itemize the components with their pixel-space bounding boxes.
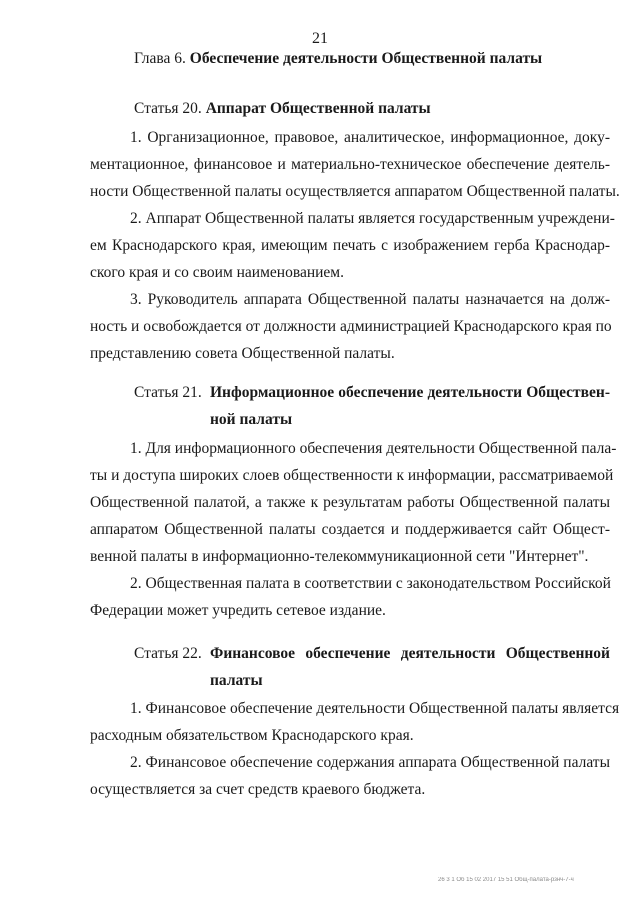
paragraph-line: 2. Финансовое обеспечение содержания аппарата Общественной палаты (130, 754, 610, 771)
paragraph-line: ность и освобождается от должности администрацией Краснодарского края по (90, 318, 612, 335)
article-22-title-line-1: Финансовое обеспечение деятельности Общественной (210, 645, 610, 662)
article-20-title: Аппарат Общественной палаты (205, 100, 431, 117)
page-number: 21 (312, 30, 328, 47)
paragraph-line: Федерации может учредить сетевое издание. (90, 602, 386, 619)
paragraph-line: 1. Организационное, правовое, аналитическое, информационное, доку- (130, 129, 610, 146)
paragraph-line: венной палаты в информационно-телекоммуникационной сети "Интернет". (90, 548, 589, 565)
article-21-title-line-1: Информационное обеспечение деятельности Обществен- (210, 384, 610, 401)
paragraph-line: 2. Аппарат Общественной палаты является государственным учреждени- (130, 210, 615, 227)
paragraph-line: 3. Руководитель аппарата Общественной палаты назначается на долж- (130, 291, 610, 308)
paragraph-line: аппаратом Общественной палаты создается и поддерживается сайт Общест- (90, 521, 610, 538)
article-22-label: Статья 22. (134, 645, 202, 662)
paragraph-line: 1. Финансовое обеспечение деятельности Общественной палаты является (130, 700, 620, 717)
article-22-title-line-2: палаты (210, 672, 263, 689)
paragraph-line: ем Краснодарского края, имеющим печать с изображением герба Краснодар- (90, 237, 610, 254)
chapter-label: Глава 6. (134, 50, 186, 67)
paragraph-line: ментационное, финансовое и материально-техническое обеспечение деятель- (90, 156, 610, 173)
article-20-heading (134, 100, 431, 118)
article-20-label: Статья 20. (134, 100, 202, 117)
paragraph-line: ности Общественной палаты осуществляется аппаратом Общественной палаты. (90, 183, 620, 200)
chapter-title: Обеспечение деятельности Общественной палаты (189, 50, 543, 67)
document-footer-stamp: 26 3 1 Об 15 02 2017 15 51 Общ-палата-рзнч-7-ч (438, 877, 574, 883)
paragraph-line: Общественной палатой, а также к результатам работы Общественной палаты (90, 494, 610, 511)
article-21-label: Статья 21. (134, 384, 202, 401)
paragraph-line: ского края и со своим наименованием. (90, 264, 344, 281)
paragraph-line: представлению совета Общественной палаты. (90, 345, 395, 362)
paragraph-line: 1. Для информационного обеспечения деятельности Общественной пала- (130, 440, 617, 457)
paragraph-line: 2. Общественная палата в соответствии с законодательством Российской (130, 575, 611, 592)
article-21-title-line-2: ной палаты (210, 411, 293, 428)
chapter-heading (134, 50, 594, 68)
paragraph-line: осуществляется за счет средств краевого бюджета. (90, 781, 426, 798)
paragraph-line: расходным обязательством Краснодарского края. (90, 727, 414, 744)
paragraph-line: ты и доступа широких слоев общественности к информации, рассматриваемой (90, 467, 614, 484)
